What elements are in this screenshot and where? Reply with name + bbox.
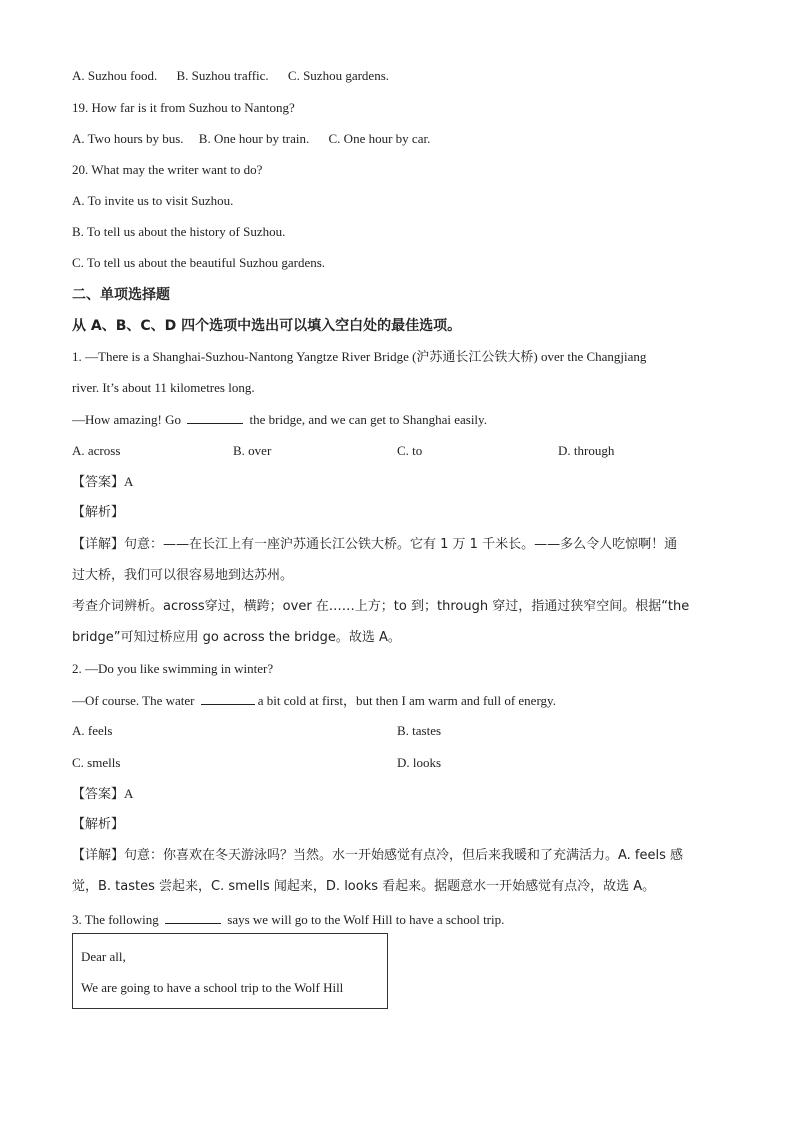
q3-notice-greeting: Dear all, bbox=[81, 949, 126, 964]
q1-detail-line3: 考查介词辨析。across穿过，横跨；over 在……上方；to 到；through 穿过，指通过狭窄空间。根据“the bbox=[72, 599, 690, 614]
q3-stem bbox=[72, 911, 504, 928]
q3-stem-after-blank: says we will go to the Wolf Hill to have a school trip. bbox=[227, 912, 505, 927]
q19-options bbox=[72, 131, 430, 147]
q1-stem-line1: 1. —There is a Shanghai-Suzhou-Nantong Yangtze River Bridge (沪苏通长江公铁大桥) over the Changjiang bbox=[72, 349, 647, 364]
q3-stem-before-blank: 3. The following bbox=[72, 912, 159, 927]
q18-option-b: B. Suzhou traffic. bbox=[176, 68, 269, 83]
q19-option-c: C. One hour by car. bbox=[328, 131, 431, 146]
q2-option-d: D. looks bbox=[397, 755, 442, 770]
q19-stem: 19. How far is it from Suzhou to Nantong? bbox=[72, 100, 295, 115]
q1-answer-value: A bbox=[124, 474, 134, 489]
q3-answer-blank bbox=[165, 911, 221, 924]
q2-option-b: B. tastes bbox=[397, 723, 442, 738]
q2-stem-line2 bbox=[72, 692, 556, 709]
q1-option-b: B. over bbox=[233, 443, 272, 458]
section-title: 二、单项选择题 bbox=[72, 287, 170, 303]
q2-option-c: C. smells bbox=[72, 755, 121, 770]
q20-stem: 20. What may the writer want to do? bbox=[72, 162, 263, 177]
q2-answer bbox=[72, 786, 133, 803]
q1-stem-line3 bbox=[72, 411, 487, 428]
q2-detail-line2: 觉，B. tastes 尝起来，C. smells 闻起来，D. looks 看起来。据题意水一开始感觉有点冷，故选 A。 bbox=[72, 879, 656, 894]
section-instruction: 从 A、B、C、D 四个选项中选出可以填入空白处的最佳选项。 bbox=[72, 318, 462, 334]
q1-analysis-label: 【解析】 bbox=[72, 505, 125, 520]
q1-option-d: D. through bbox=[558, 443, 615, 458]
q19-option-b: B. One hour by train. bbox=[198, 131, 310, 146]
q2-option-a: A. feels bbox=[72, 723, 113, 738]
q3-notice-box bbox=[72, 933, 388, 1009]
q1-option-a: A. across bbox=[72, 443, 121, 458]
q1-stem-line2: river. It’s about 11 kilometres long. bbox=[72, 380, 255, 395]
q1-option-c: C. to bbox=[397, 443, 423, 458]
q18-option-c: C. Suzhou gardens. bbox=[287, 68, 390, 83]
q18-option-a: A. Suzhou food. bbox=[72, 68, 158, 83]
q18-options bbox=[72, 68, 389, 84]
q1-stem-after-blank: the bridge, and we can get to Shanghai easily. bbox=[249, 412, 487, 427]
q1-detail-line2: 过大桥，我们可以很容易地到达苏州。 bbox=[72, 568, 294, 583]
q20-option-c: C. To tell us about the beautiful Suzhou gardens. bbox=[72, 255, 326, 270]
q2-stem-line1: 2. —Do you like swimming in winter? bbox=[72, 661, 274, 676]
q2-analysis-label: 【解析】 bbox=[72, 817, 125, 832]
q20-option-a: A. To invite us to visit Suzhou. bbox=[72, 193, 234, 208]
q1-stem-before-blank: —How amazing! Go bbox=[72, 412, 182, 427]
q1-answer bbox=[72, 474, 133, 491]
q2-answer-value: A bbox=[124, 786, 134, 801]
q1-detail-line1: 【详解】句意：——在长江上有一座沪苏通长江公铁大桥。它有 1 万 1 千米长。——多么令人吃惊啊！通 bbox=[72, 537, 678, 552]
q19-option-a: A. Two hours by bus. bbox=[72, 131, 184, 146]
q1-answer-label: 【答案】 bbox=[72, 475, 125, 490]
q2-detail-line1: 【详解】句意：你喜欢在冬天游泳吗？当然。水一开始感觉有点冷，但后来我暖和了充满活力。A. feels 感 bbox=[72, 848, 684, 863]
q3-notice-body: We are going to have a school trip to the Wolf Hill bbox=[81, 980, 344, 995]
q1-detail-line4: bridge”可知过桥应用 go across the bridge。故选 A。 bbox=[72, 630, 401, 645]
q1-answer-blank bbox=[187, 411, 243, 424]
q2-stem-after-blank: a bit cold at first，but then I am warm and full of energy. bbox=[257, 693, 556, 708]
q2-answer-label: 【答案】 bbox=[72, 787, 125, 802]
q2-stem-before-blank: —Of course. The water bbox=[72, 693, 195, 708]
q20-option-b: B. To tell us about the history of Suzhou. bbox=[72, 224, 286, 239]
q2-answer-blank bbox=[201, 692, 255, 705]
